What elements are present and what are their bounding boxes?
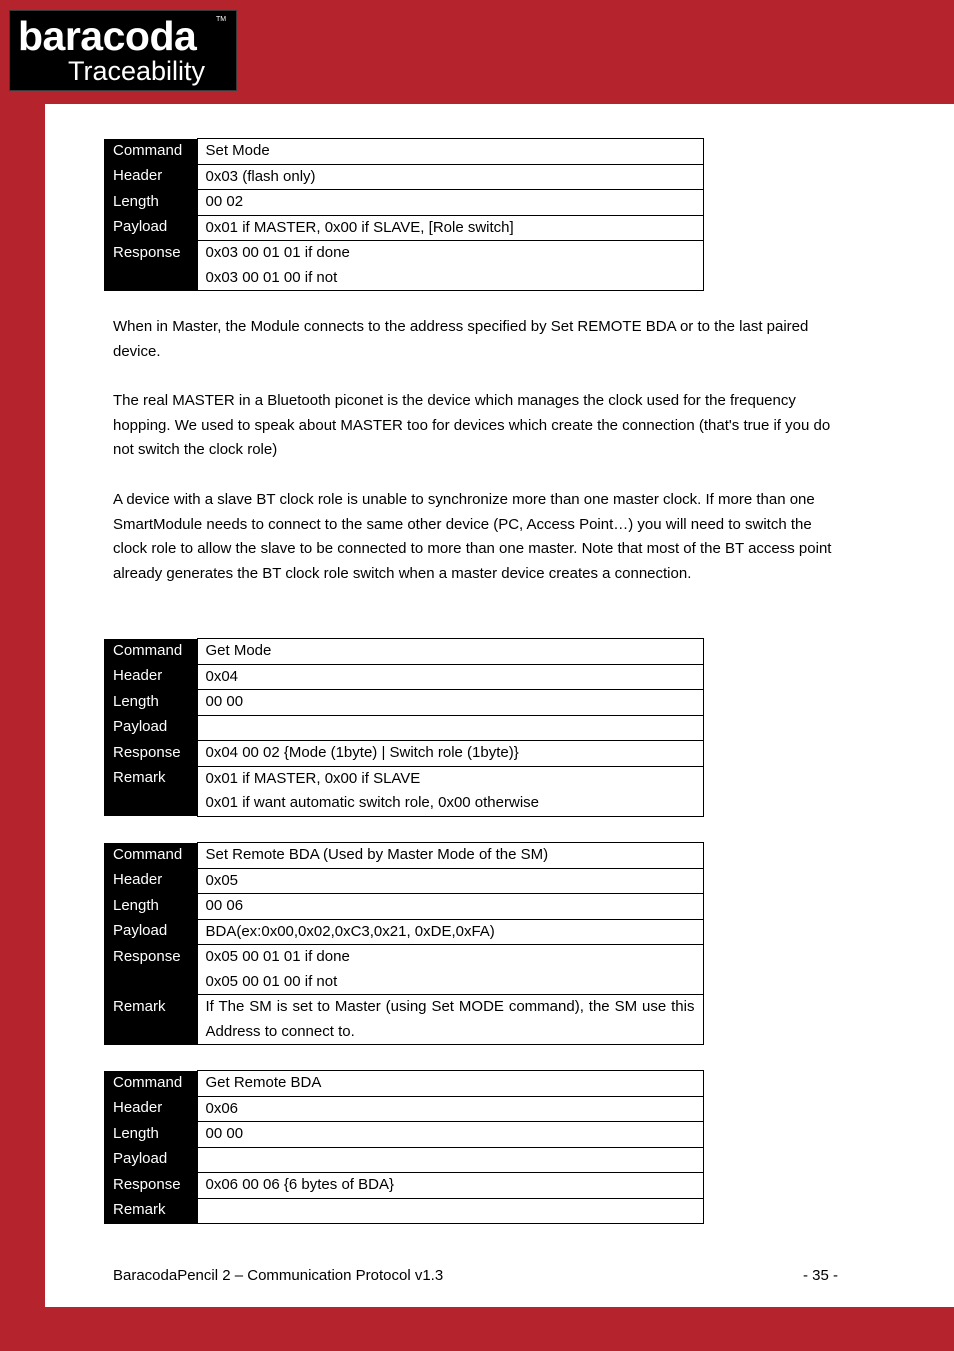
row-value — [197, 945, 703, 995]
row-value: 0x04 00 02 {Mode (1byte) | Switch role (1byte)} — [197, 741, 703, 767]
logo-subtitle: Traceability — [68, 56, 206, 86]
footer-document-title: BaracodaPencil 2 – Communication Protocol v1.3 — [113, 1267, 444, 1284]
table-row — [104, 995, 703, 1045]
row-label: Command — [104, 639, 197, 665]
row-value — [197, 715, 703, 741]
table-row — [104, 639, 703, 665]
value-line: 0x01 if want automatic switch role, 0x00 otherwise — [205, 794, 539, 811]
table-row — [104, 766, 703, 816]
table-row — [104, 1071, 703, 1097]
row-label: Response — [104, 1173, 197, 1199]
row-label: Response — [104, 945, 197, 995]
table-row — [104, 1096, 703, 1122]
set-remote-bda-table — [104, 842, 704, 1045]
row-label: Payload — [104, 919, 197, 945]
row-label: Length — [104, 690, 197, 716]
paragraph-clock-role: A device with a slave BT clock role is unable to synchronize more than one master clock. If more than one SmartModule needs to connect to the same other device (PC, Access Point…) you will need to switch the clock role to allow the slave to be connected to more than one master. Note that most of the BT access point already generates the BT clock role switch when a master device creates a connection. — [113, 491, 832, 583]
row-label: Length — [104, 190, 197, 216]
row-value: Get Mode — [197, 639, 703, 665]
row-value — [197, 1198, 703, 1224]
table-row — [104, 715, 703, 741]
value-line: 0x01 if MASTER, 0x00 if SLAVE — [205, 769, 421, 787]
row-value: 0x06 — [197, 1096, 703, 1122]
footer-page-number: - 35 - — [803, 1267, 839, 1284]
row-label: Header — [104, 1096, 197, 1122]
row-label: Remark — [104, 995, 197, 1045]
row-value: Set Mode — [197, 139, 703, 165]
row-value: 00 06 — [197, 894, 703, 920]
row-label: Response — [104, 241, 197, 291]
row-value: 00 00 — [197, 690, 703, 716]
row-value: 0x03 (flash only) — [197, 164, 703, 190]
set-mode-table — [104, 138, 704, 291]
table-row — [104, 1122, 703, 1148]
get-remote-bda-table — [104, 1070, 704, 1224]
row-label: Length — [104, 894, 197, 920]
row-label: Payload — [104, 1147, 197, 1173]
row-value — [197, 1147, 703, 1173]
table-row — [104, 190, 703, 216]
row-label: Command — [104, 843, 197, 869]
table-row — [104, 241, 703, 291]
table-row — [104, 868, 703, 894]
paragraph-real-master: The real MASTER in a Bluetooth piconet is the device which manages the clock used for the frequency hopping. We used to speak about MASTER too for devices which create the connection (that's true if you do not switch the clock role) — [113, 392, 831, 459]
row-label: Command — [104, 1071, 197, 1097]
value-line: 0x05 00 01 00 if not — [205, 972, 338, 990]
table-row — [104, 1198, 703, 1224]
baracoda-logo — [9, 10, 237, 91]
table-row — [104, 164, 703, 190]
row-label: Header — [104, 164, 197, 190]
table-row — [104, 664, 703, 690]
table-row — [104, 215, 703, 241]
row-value: 00 00 — [197, 1122, 703, 1148]
table-row — [104, 843, 703, 869]
logo-trademark: TM — [216, 16, 227, 23]
row-value: Set Remote BDA (Used by Master Mode of the SM) — [197, 843, 703, 869]
row-label: Payload — [104, 215, 197, 241]
row-label: Remark — [104, 1198, 197, 1224]
table-row — [104, 1147, 703, 1173]
table-row — [104, 919, 703, 945]
table-row — [104, 894, 703, 920]
row-value — [197, 766, 703, 816]
table-row — [104, 945, 703, 995]
row-value: 00 02 — [197, 190, 703, 216]
row-value — [197, 241, 703, 291]
table-row — [104, 741, 703, 767]
value-line: 0x03 00 01 00 if not — [205, 268, 338, 286]
value-line: 0x03 00 01 01 if done — [205, 244, 350, 261]
get-mode-table — [104, 638, 704, 817]
row-label: Response — [104, 741, 197, 767]
row-value: 0x01 if MASTER, 0x00 if SLAVE, [Role switch] — [197, 215, 703, 241]
row-label: Header — [104, 664, 197, 690]
paragraph-master-connect: When in Master, the Module connects to the address specified by Set REMOTE BDA or to the last paired device. — [113, 318, 809, 360]
row-value: 0x06 00 06 {6 bytes of BDA} — [197, 1173, 703, 1199]
row-label: Length — [104, 1122, 197, 1148]
row-value: 0x04 — [197, 664, 703, 690]
row-label: Remark — [104, 766, 197, 816]
row-value: If The SM is set to Master (using Set MODE command), the SM use this Address to connect to. — [197, 995, 703, 1045]
logo-brand-text: baracoda — [18, 13, 197, 59]
table-row — [104, 690, 703, 716]
row-label: Header — [104, 868, 197, 894]
row-label: Payload — [104, 715, 197, 741]
row-value: Get Remote BDA — [197, 1071, 703, 1097]
table-row — [104, 1173, 703, 1199]
row-value: BDA(ex:0x00,0x02,0xC3,0x21, 0xDE,0xFA) — [197, 919, 703, 945]
value-line: 0x05 00 01 01 if done — [205, 948, 350, 965]
row-value: 0x05 — [197, 868, 703, 894]
table-row — [104, 139, 703, 165]
row-label: Command — [104, 139, 197, 165]
